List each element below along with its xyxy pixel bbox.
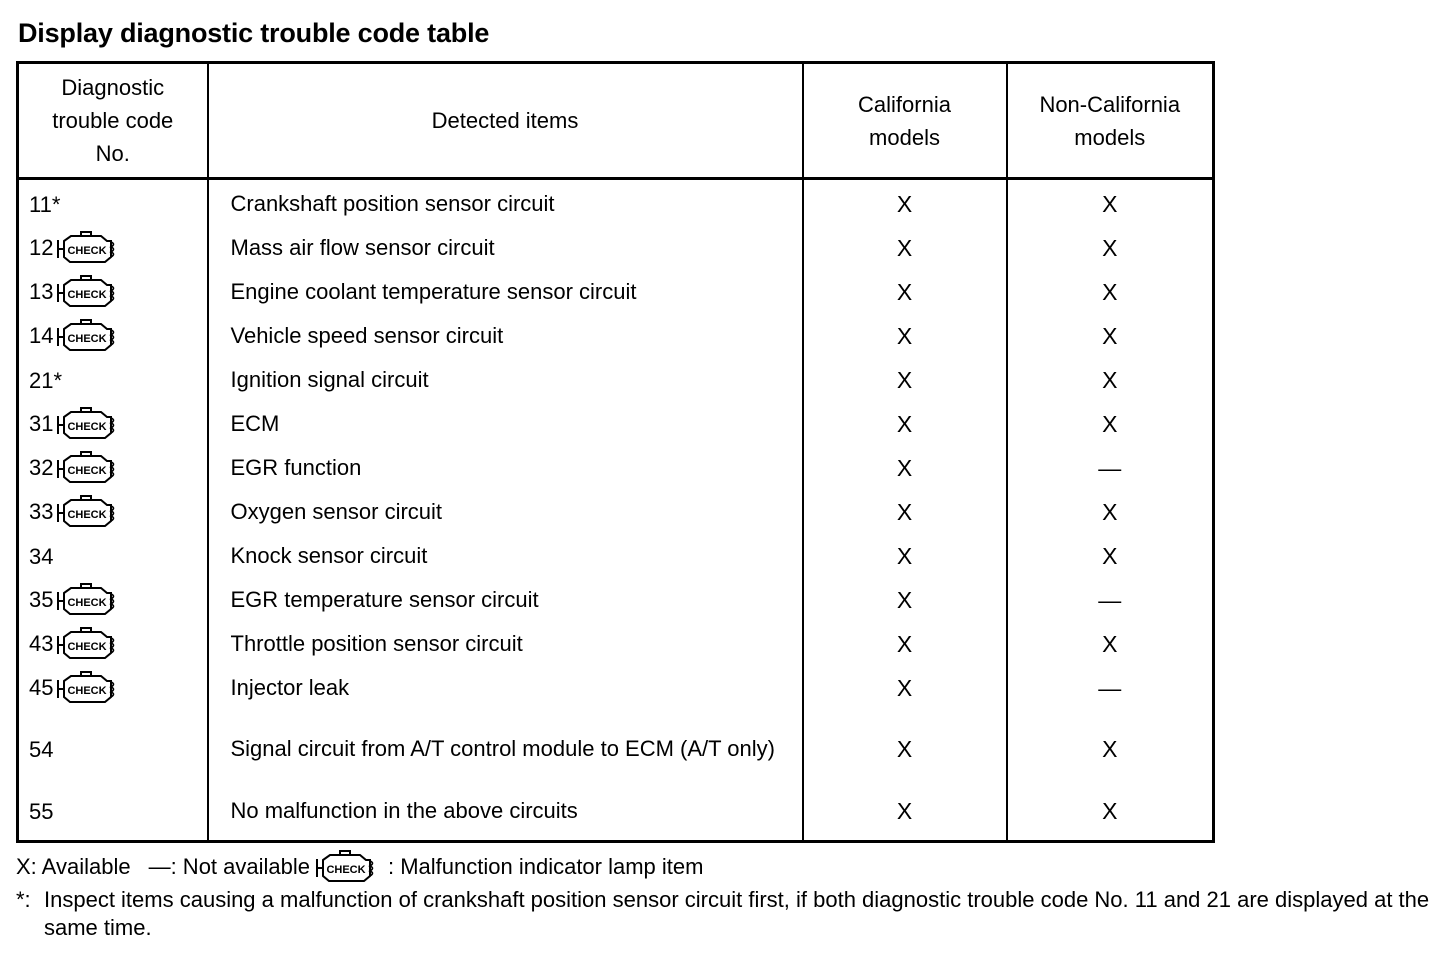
check-engine-icon: [55, 495, 119, 529]
cell-code: [18, 578, 208, 622]
cell-california: X: [803, 622, 1007, 666]
svg-text:CHECK: CHECK: [67, 333, 108, 345]
table-row: [18, 788, 1214, 842]
cell-non-california: X: [1007, 179, 1214, 227]
check-engine-icon: [55, 407, 119, 441]
trouble-code-number: 55: [29, 798, 54, 824]
check-engine-icon: [55, 627, 119, 661]
header-code-line: trouble code: [52, 108, 174, 133]
table-row: [18, 622, 1214, 666]
header-code-line: Diagnostic: [61, 75, 165, 100]
svg-text:CHECK: CHECK: [67, 289, 108, 301]
cell-detected-item: ECM: [208, 402, 803, 446]
header-california-line: models: [869, 124, 940, 150]
trouble-code-number: 32: [29, 455, 54, 480]
table-row: [18, 402, 1214, 446]
cell-detected-item: Signal circuit from A/T control module to ECM (A/T only): [208, 710, 803, 788]
cell-non-california: —: [1007, 578, 1214, 622]
cell-detected-item: Crankshaft position sensor circuit: [208, 179, 803, 227]
table-row: [18, 710, 1214, 788]
cell-code: [18, 270, 208, 314]
table-row: [18, 314, 1214, 358]
svg-text:CHECK: CHECK: [67, 465, 108, 477]
svg-text:CHECK: CHECK: [67, 421, 108, 433]
trouble-code-number: 12: [29, 235, 54, 260]
header-detected-items: Detected items: [208, 63, 803, 179]
cell-code: [18, 666, 208, 710]
check-engine-icon: [55, 451, 119, 485]
cell-detected-item: Knock sensor circuit: [208, 534, 803, 578]
check-engine-icon: [314, 850, 378, 884]
table-row: [18, 358, 1214, 402]
cell-non-california: X: [1007, 490, 1214, 534]
cell-code: [18, 226, 208, 270]
cell-code: [18, 314, 208, 358]
table-row: [18, 226, 1214, 270]
check-engine-icon: [55, 583, 119, 617]
check-engine-icon: [55, 231, 119, 265]
trouble-code-number: 31: [29, 411, 54, 436]
header-code: [18, 63, 208, 179]
svg-text:CHECK: CHECK: [67, 685, 108, 697]
cell-california: X: [803, 788, 1007, 842]
trouble-code-number: 21*: [29, 367, 63, 393]
cell-california: X: [803, 710, 1007, 788]
trouble-code-number: 33: [29, 499, 54, 524]
cell-california: X: [803, 270, 1007, 314]
cell-code: [18, 534, 208, 578]
header-non-california-line: models: [1074, 124, 1146, 150]
cell-non-california: X: [1007, 358, 1214, 402]
footnote-text: Inspect items causing a malfunction of crankshaft position sensor circuit first, if both diagnostic trouble code No. 11 and 21 are displayed at the same time.: [44, 887, 1430, 940]
cell-detected-item: Injector leak: [208, 666, 803, 710]
cell-detected-item: Vehicle speed sensor circuit: [208, 314, 803, 358]
table-body: [18, 179, 1214, 842]
cell-detected-item: Engine coolant temperature sensor circuit: [208, 270, 803, 314]
footnote-marker: *:: [16, 887, 31, 912]
table-row: [18, 534, 1214, 578]
table-header-row: [18, 63, 1214, 179]
cell-code: [18, 490, 208, 534]
cell-code: [18, 358, 208, 402]
cell-california: X: [803, 578, 1007, 622]
table-row: [18, 446, 1214, 490]
cell-code: [18, 179, 208, 227]
trouble-code-number: 45: [29, 675, 54, 700]
table-row: [18, 270, 1214, 314]
svg-text:CHECK: CHECK: [326, 864, 366, 876]
cell-detected-item: Throttle position sensor circuit: [208, 622, 803, 666]
cell-code: [18, 402, 208, 446]
legend-available: X: Available: [16, 854, 131, 879]
trouble-code-number: 11*: [29, 191, 61, 217]
footnote: [16, 886, 1436, 942]
cell-california: X: [803, 534, 1007, 578]
trouble-code-number: 34: [29, 543, 54, 569]
header-code-line: No.: [95, 141, 130, 166]
cell-code: [18, 446, 208, 490]
trouble-code-number: 43: [29, 631, 54, 656]
legend: [16, 850, 703, 884]
cell-non-california: —: [1007, 666, 1214, 710]
trouble-code-number: 13: [29, 279, 54, 304]
cell-detected-item: EGR temperature sensor circuit: [208, 578, 803, 622]
table-row: [18, 179, 1214, 227]
cell-california: X: [803, 314, 1007, 358]
cell-non-california: X: [1007, 710, 1214, 788]
header-non-california-line: Non-California: [1039, 91, 1181, 117]
check-engine-icon: [55, 671, 119, 705]
cell-non-california: X: [1007, 534, 1214, 578]
header-non-california: [1007, 63, 1214, 179]
trouble-code-number: 35: [29, 587, 54, 612]
cell-code: [18, 622, 208, 666]
cell-california: X: [803, 446, 1007, 490]
trouble-code-number: 54: [29, 736, 54, 762]
cell-non-california: X: [1007, 622, 1214, 666]
trouble-code-table: [16, 61, 1215, 843]
cell-detected-item: Oxygen sensor circuit: [208, 490, 803, 534]
cell-non-california: —: [1007, 446, 1214, 490]
cell-detected-item: Mass air flow sensor circuit: [208, 226, 803, 270]
cell-california: X: [803, 666, 1007, 710]
header-california: [803, 63, 1007, 179]
cell-california: X: [803, 402, 1007, 446]
cell-non-california: X: [1007, 788, 1214, 842]
cell-california: X: [803, 226, 1007, 270]
cell-code: [18, 788, 208, 842]
cell-california: X: [803, 179, 1007, 227]
legend-not-available: —: Not available: [148, 854, 310, 879]
svg-text:CHECK: CHECK: [67, 509, 108, 521]
header-california-line: California: [858, 91, 951, 117]
cell-non-california: X: [1007, 270, 1214, 314]
legend-mil-item: : Malfunction indicator lamp item: [388, 854, 704, 879]
cell-non-california: X: [1007, 402, 1214, 446]
page-title: Display diagnostic trouble code table: [18, 18, 490, 48]
svg-text:CHECK: CHECK: [67, 597, 108, 609]
cell-non-california: X: [1007, 314, 1214, 358]
cell-detected-item: Ignition signal circuit: [208, 358, 803, 402]
cell-code: [18, 710, 208, 788]
table-row: [18, 578, 1214, 622]
trouble-code-number: 14: [29, 323, 54, 348]
check-engine-icon: [55, 319, 119, 353]
table-row: [18, 490, 1214, 534]
cell-california: X: [803, 490, 1007, 534]
cell-california: X: [803, 358, 1007, 402]
svg-text:CHECK: CHECK: [67, 245, 108, 257]
cell-detected-item: EGR function: [208, 446, 803, 490]
check-engine-icon: [55, 275, 119, 309]
svg-text:CHECK: CHECK: [67, 641, 108, 653]
cell-non-california: X: [1007, 226, 1214, 270]
cell-detected-item: No malfunction in the above circuits: [208, 788, 803, 842]
table-row: [18, 666, 1214, 710]
